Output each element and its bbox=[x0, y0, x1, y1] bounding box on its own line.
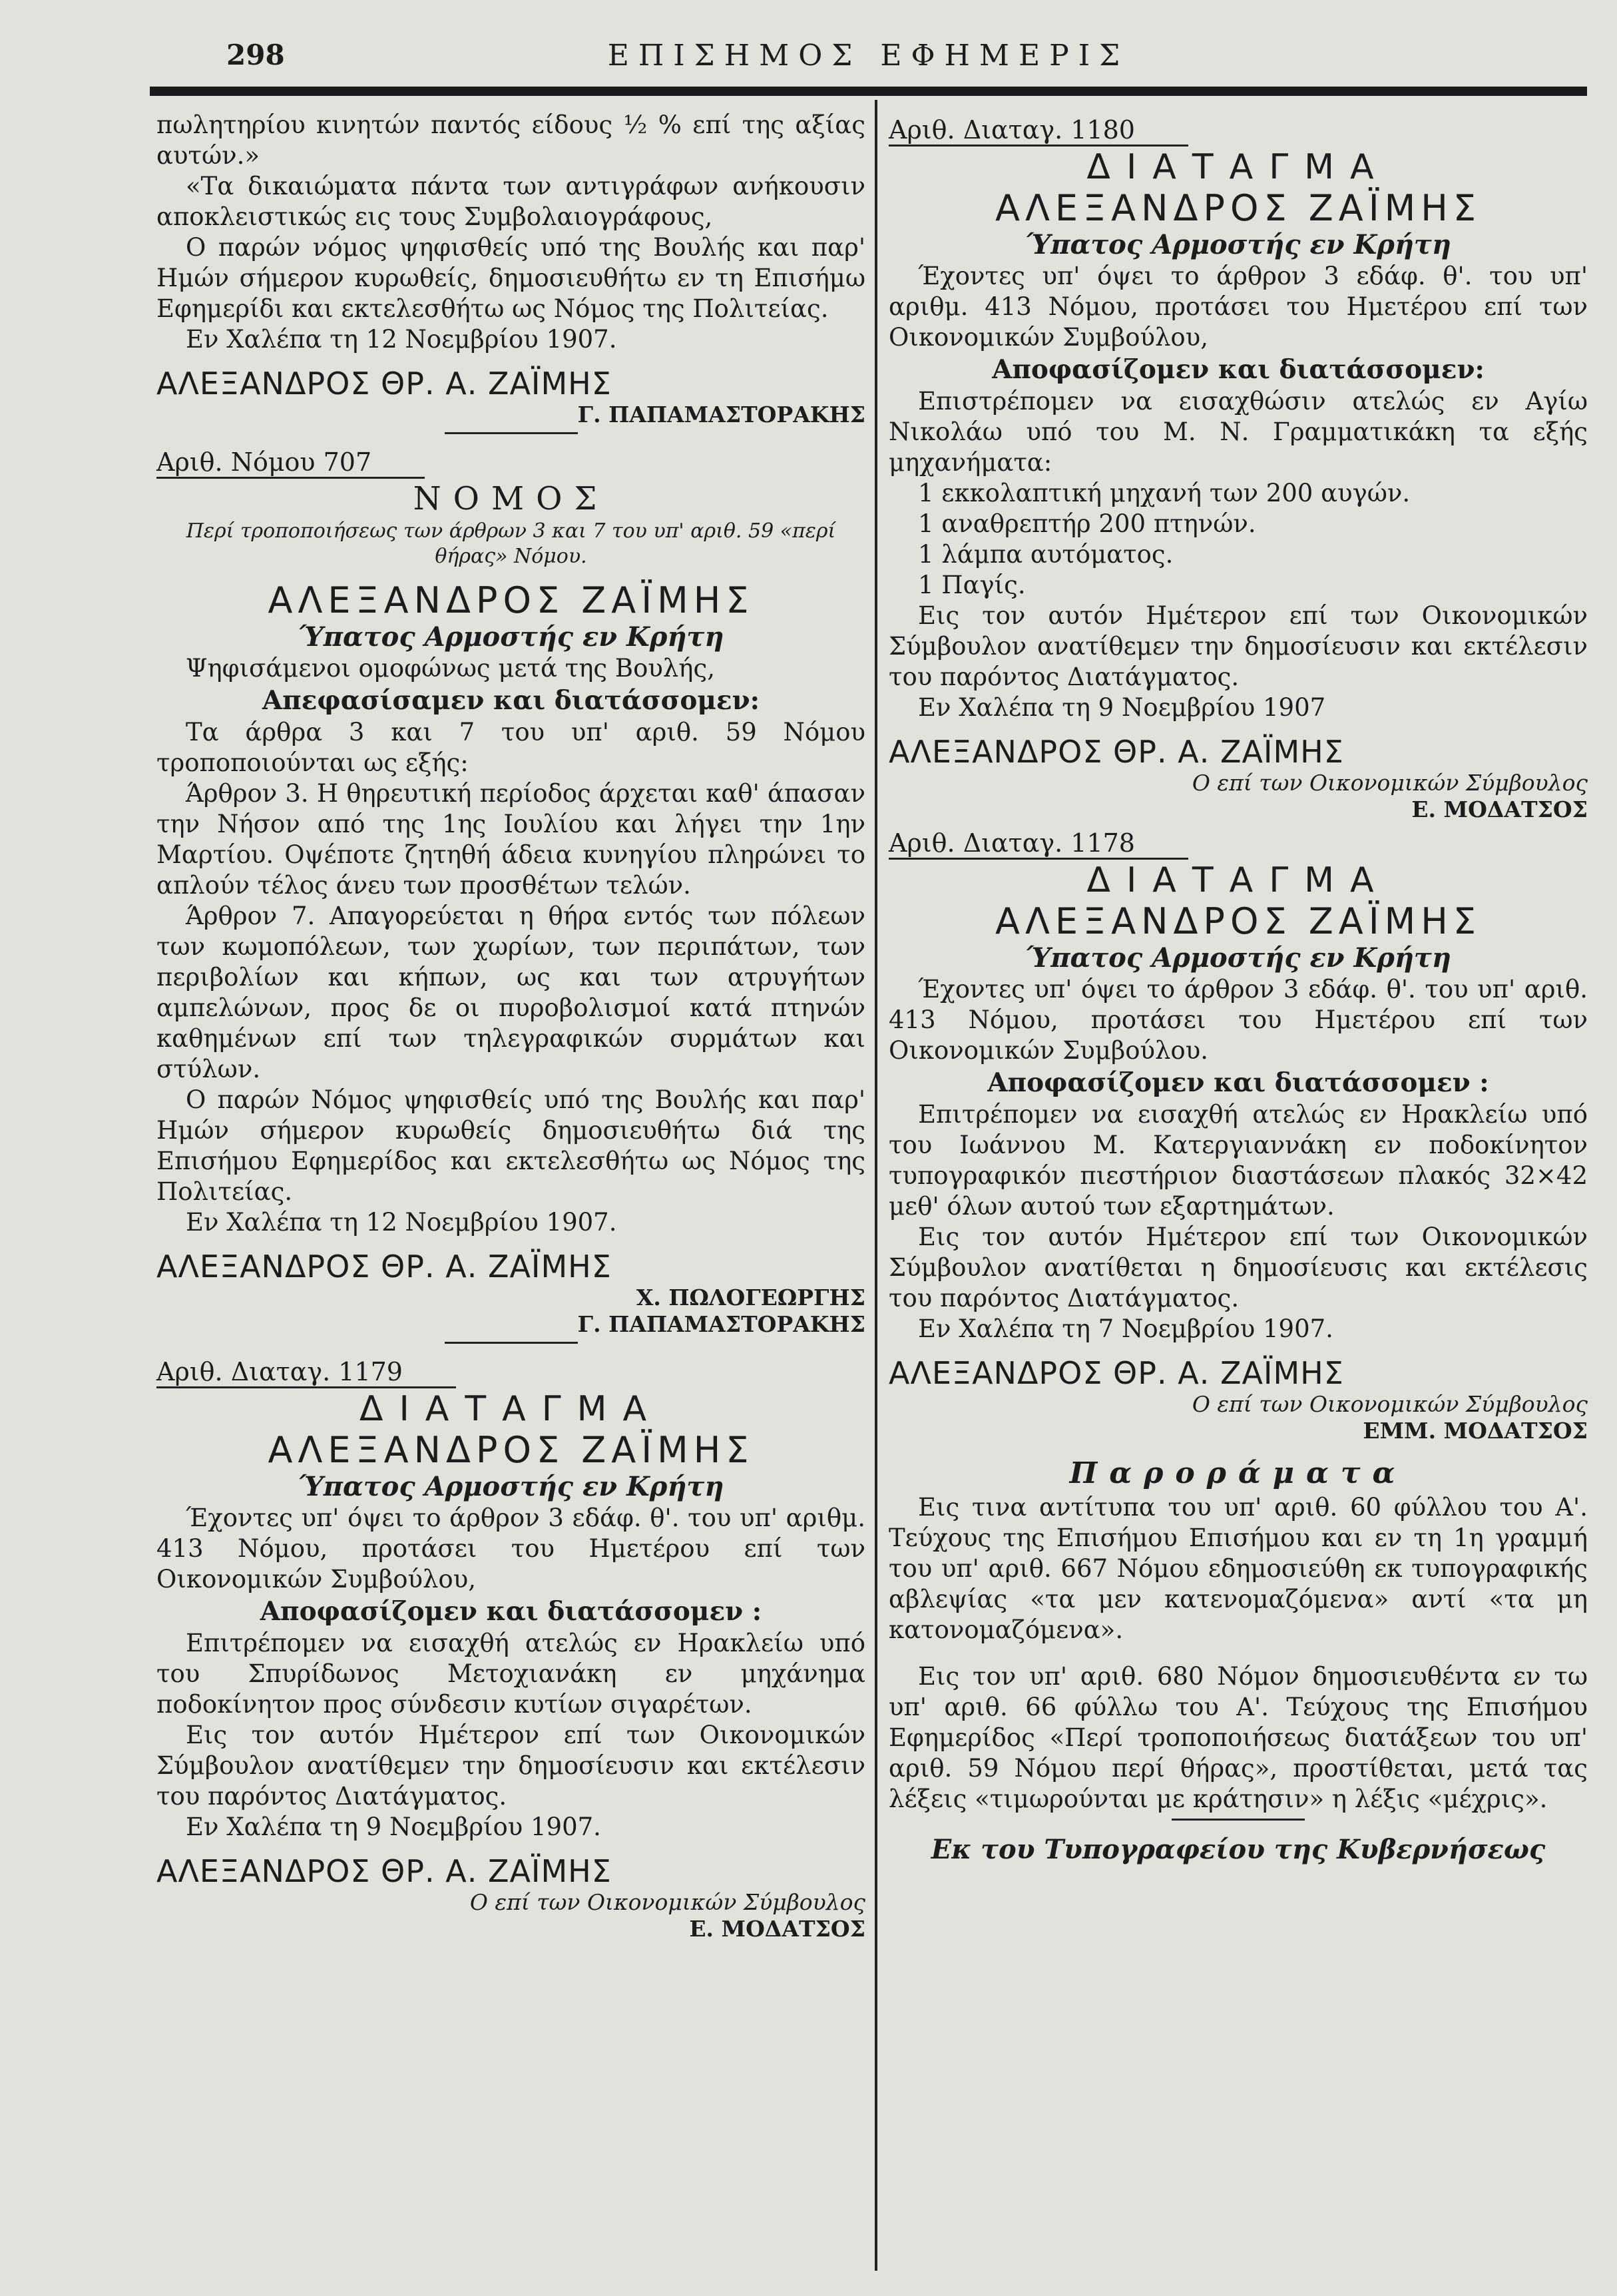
decree-text: Εις τον αυτόν Ημέτερον επί των Οικονομικών Σύμβουλον ανατίθεμεν την δημοσίευσιν και εκτέλεσιν του παρόντος Διατάγματος. bbox=[889, 601, 1588, 691]
commissioner-name: ΑΛΕΞΑΝΔΡΟΣ ΖΑΪΜΗΣ bbox=[995, 187, 1481, 229]
list-item: 1 λάμπα αυτόματος. bbox=[918, 540, 1174, 569]
law-text: «Τα δικαιώματα πάντα των αντιγράφων ανήκουσιν αποκλειστικώς εις τους Συμβολαιογράφους, bbox=[156, 172, 865, 231]
signature-name: ΑΛΕΞΑΝΔΡΟΣ ΘΡ. Α. ΖΑΪΜΗΣ bbox=[889, 734, 1344, 770]
commissioner-name: ΑΛΕΞΑΝΔΡΟΣ ΖΑΪΜΗΣ bbox=[995, 900, 1481, 942]
errata-text: Εις τινα αντίτυπα του υπ' αριθ. 60 φύλλου του Α'. Τεύχους της Επισήμου Επισήμου και εν τη 1η γραμμή του υπ' αριθ. 667 Νόμου εδημοσιεύθη εκ τυπογραφικής αβλεψίας «τα μεν κατενομαζόμενα» αντί «τα μη κατονομαζόμενα». bbox=[889, 1493, 1588, 1644]
countersignature-title: Ο επί των Οικονομικών Σύμβουλος bbox=[1192, 770, 1588, 796]
decree-text: Εις τον αυτόν Ημέτερον επί των Οικονομικών Σύμβουλον ανατίθεμεν την δημοσίευσιν και εκτέλεσιν του παρόντος Διατάγματος. bbox=[156, 1721, 865, 1811]
signature-name: ΑΛΕΞΑΝΔΡΟΣ ΘΡ. Α. ΖΑΪΜΗΣ bbox=[889, 1355, 1344, 1391]
decree-number: Αριθ. Διαταγ. 1179 bbox=[156, 1357, 456, 1388]
printer-footer: Εκ του Τυπογραφείου της Κυβερνήσεως bbox=[931, 1834, 1546, 1865]
date-line: Εν Χαλέπα τη 9 Νοεμβρίου 1907 bbox=[918, 693, 1326, 722]
page-number: 298 bbox=[226, 39, 285, 71]
decree-heading: ΔΙΑΤΑΓΜΑ bbox=[1086, 147, 1390, 187]
right-column bbox=[889, 110, 1588, 1865]
countersignature-title: Ο επί των Οικονομικών Σύμβουλος bbox=[469, 1889, 865, 1915]
decision-heading: Αποφασίζομεν και διατάσσομεν : bbox=[260, 1596, 762, 1627]
separator bbox=[445, 1342, 578, 1344]
decision-heading: Αποφασίζομεν και διατάσσομεν: bbox=[992, 354, 1485, 385]
law-heading: ΝΟΜΟΣ bbox=[413, 480, 609, 517]
signature-name: ΑΛΕΞΑΝΔΡΟΣ ΘΡ. Α. ΖΑΪΜΗΣ bbox=[156, 366, 612, 402]
countersignature: Χ. ΠΩΛΟΓΕΩΡΓΗΣ bbox=[636, 1285, 865, 1310]
law-text: Τα άρθρα 3 και 7 του υπ' αριθ. 59 Νόμου τροποποιούνται ως εξής: bbox=[156, 718, 865, 777]
decree-text: Επιτρέπομεν να εισαχθή ατελώς εν Ηρακλείω υπό του Ιωάννου Μ. Κατεργιαννάκη εν ποδοκίνητον τυπογραφικόν πιεστήριον διαστάσεων πλακός 32×42 μεθ' όλων αυτού των εξαρτημάτων. bbox=[889, 1100, 1588, 1221]
errata-heading: Παροράματα bbox=[1069, 1456, 1407, 1490]
gazette-title: ΕΠΙΣΗΜΟΣ ΕΦΗΜΕΡΙΣ bbox=[607, 39, 1130, 73]
law-number: Αριθ. Νόμου 707 bbox=[156, 447, 425, 479]
countersignature: Γ. ΠΑΠΑΜΑΣΤΟΡΑΚΗΣ bbox=[577, 402, 865, 428]
decree-text: Έχοντες υπ' όψει το άρθρον 3 εδάφ. θ'. του υπ' αριθμ. 413 Νόμου, προτάσει του Ημετέρου επί των Οικονομικών Συμβούλου, bbox=[156, 1504, 865, 1593]
law-subtitle: Περί τροποποιήσεως των άρθρων 3 και 7 του υπ' αριθ. 59 «περί θήρας» Νόμου. bbox=[186, 519, 836, 568]
date-line: Εν Χαλέπα τη 9 Νοεμβρίου 1907. bbox=[186, 1813, 601, 1841]
date-line: Εν Χαλέπα τη 7 Νοεμβρίου 1907. bbox=[918, 1314, 1333, 1343]
list-item: 1 εκκολαπτική μηχανή των 200 αυγών. bbox=[918, 479, 1411, 507]
decree-text: Έχοντες υπ' όψει το άρθρον 3 εδάφ. θ'. του υπ' αριθ. 413 Νόμου, προτάσει του Ημετέρου επί των Οικονομικών Συμβούλου. bbox=[889, 975, 1588, 1065]
date-line: Εν Χαλέπα τη 12 Νοεμβρίου 1907. bbox=[186, 1208, 617, 1237]
countersignature: Ε. ΜΟΔΑΤΣΟΣ bbox=[1411, 796, 1588, 822]
left-column bbox=[156, 110, 865, 1942]
law-text: Ο παρών Νόμος ψηφισθείς υπό της Βουλής και παρ' Ημών σήμερον κυρωθείς δημοσιευθήτω διά της Επισήμου Εφημερίδος και εκτελεσθήτω ως Νόμος της Πολιτείας. bbox=[156, 1085, 865, 1206]
commissioner-title: Ύπατος Αρμοστής εν Κρήτη bbox=[1025, 942, 1451, 974]
decree-number: Αριθ. Διαταγ. 1178 bbox=[889, 828, 1188, 860]
law-text: Ψηφισάμενοι ομοφώνως μετά της Βουλής, bbox=[186, 654, 715, 683]
commissioner-title: Ύπατος Αρμοστής εν Κρήτη bbox=[298, 621, 724, 653]
law-text: Ο παρών νόμος ψηφισθείς υπό της Βουλής και παρ' Ημών σήμερον κυρωθείς, δημοσιευθήτω εν τη Επισήμω Εφημερίδι και εκτελεσθήτω ως Νόμος της Πολιτείας. bbox=[156, 233, 865, 323]
decree-heading: ΔΙΑΤΑΓΜΑ bbox=[359, 1389, 663, 1429]
decree-text: Έχοντες υπ' όψει το άρθρον 3 εδάφ. θ'. του υπ' αριθμ. 413 Νόμου, προτάσει του Ημετέρου επί των Οικονομικών Συμβούλου, bbox=[889, 262, 1588, 352]
signature-name: ΑΛΕΞΑΝΔΡΟΣ ΘΡ. Α. ΖΑΪΜΗΣ bbox=[156, 1853, 612, 1889]
list-item: 1 αναθρεπτήρ 200 πτηνών. bbox=[918, 509, 1256, 538]
column-divider bbox=[875, 100, 877, 2271]
law-article: Άρθρον 7. Απαγορεύεται η θήρα εντός των πόλεων των κωμοπόλεων, των χωρίων, των περιπάτων, των περιβολίων και κήπων, ως και των ατρυγήτων αμπελώνων, προς δε οι πυροβολισμοί κατά πτηνών καθημένων επί των τηλεγραφικών συρμάτων και στύλων. bbox=[156, 902, 865, 1083]
law-article: Άρθρον 3. Η θηρευτική περίοδος άρχεται καθ' άπασαν την Νήσον από της 1ης Ιουλίου και λήγει την 1ην Μαρτίου. Οψέποτε ζητηθή άδεια κυνηγίου πληρώνει το απλούν τέλος άνευ των προσθέτων τελών. bbox=[156, 779, 865, 900]
header-rule bbox=[150, 87, 1587, 96]
decision-heading: Αποφασίζομεν και διατάσσομεν : bbox=[987, 1067, 1489, 1098]
decree-number: Αριθ. Διαταγ. 1180 bbox=[889, 115, 1188, 146]
decree-heading: ΔΙΑΤΑΓΜΑ bbox=[1086, 860, 1390, 900]
decree-text: Επιστρέπομεν να εισαχθώσιν ατελώς εν Αγίω Νικολάω υπό του Μ. Ν. Γραμματικάκη τα εξής μηχανήματα: bbox=[889, 387, 1588, 477]
commissioner-title: Ύπατος Αρμοστής εν Κρήτη bbox=[1025, 229, 1451, 260]
commissioner-title: Ύπατος Αρμοστής εν Κρήτη bbox=[298, 1471, 724, 1502]
law-text: πωλητηρίου κινητών παντός είδους ½ % επί της αξίας αυτών.» bbox=[156, 111, 865, 170]
list-item: 1 Παγίς. bbox=[918, 571, 1026, 599]
decree-text: Επιτρέπομεν να εισαχθή ατελώς εν Ηρακλείω υπό του Σπυρίδωνος Μετοχιανάκη εν μηχάνημα ποδοκίνητον προς σύνδεσιν κυτίων σιγαρέτων. bbox=[156, 1629, 865, 1719]
countersignature-title: Ο επί των Οικονομικών Σύμβουλος bbox=[1192, 1391, 1588, 1417]
decree-text: Εις τον αυτόν Ημέτερον επί των Οικονομικών Σύμβουλον ανατίθεται η δημοσίευσις και εκτέλεσις του παρόντος Διατάγματος. bbox=[889, 1223, 1588, 1312]
countersignature: ΕΜΜ. ΜΟΔΑΤΣΟΣ bbox=[1363, 1418, 1588, 1444]
commissioner-name: ΑΛΕΞΑΝΔΡΟΣ ΖΑΪΜΗΣ bbox=[268, 579, 754, 621]
signature-name: ΑΛΕΞΑΝΔΡΟΣ ΘΡ. Α. ΖΑΪΜΗΣ bbox=[156, 1249, 612, 1285]
page-header bbox=[160, 39, 1577, 85]
errata-text: Εις τον υπ' αριθ. 680 Νόμον δημοσιευθέντα εν τω υπ' αριθ. 66 φύλλω του Α'. Τεύχους της Επισήμου Εφημερίδος «Περί τροποποιήσεως διατάξεων του υπ' αριθ. 59 Νόμου περί θήρας», προστίθεται, μετά τας λέξεις «τιμωρούνται με κράτησιν» η λέξις «μέχρις». bbox=[889, 1662, 1588, 1813]
separator bbox=[1172, 1819, 1305, 1821]
countersignature: Γ. ΠΑΠΑΜΑΣΤΟΡΑΚΗΣ bbox=[577, 1311, 865, 1337]
commissioner-name: ΑΛΕΞΑΝΔΡΟΣ ΖΑΪΜΗΣ bbox=[268, 1429, 754, 1471]
decision-heading: Απεφασίσαμεν και διατάσσομεν: bbox=[262, 685, 760, 716]
separator bbox=[445, 432, 578, 434]
countersignature: Ε. ΜΟΔΑΤΣΟΣ bbox=[689, 1916, 865, 1942]
date-line: Εν Χαλέπα τη 12 Νοεμβρίου 1907. bbox=[186, 325, 617, 354]
